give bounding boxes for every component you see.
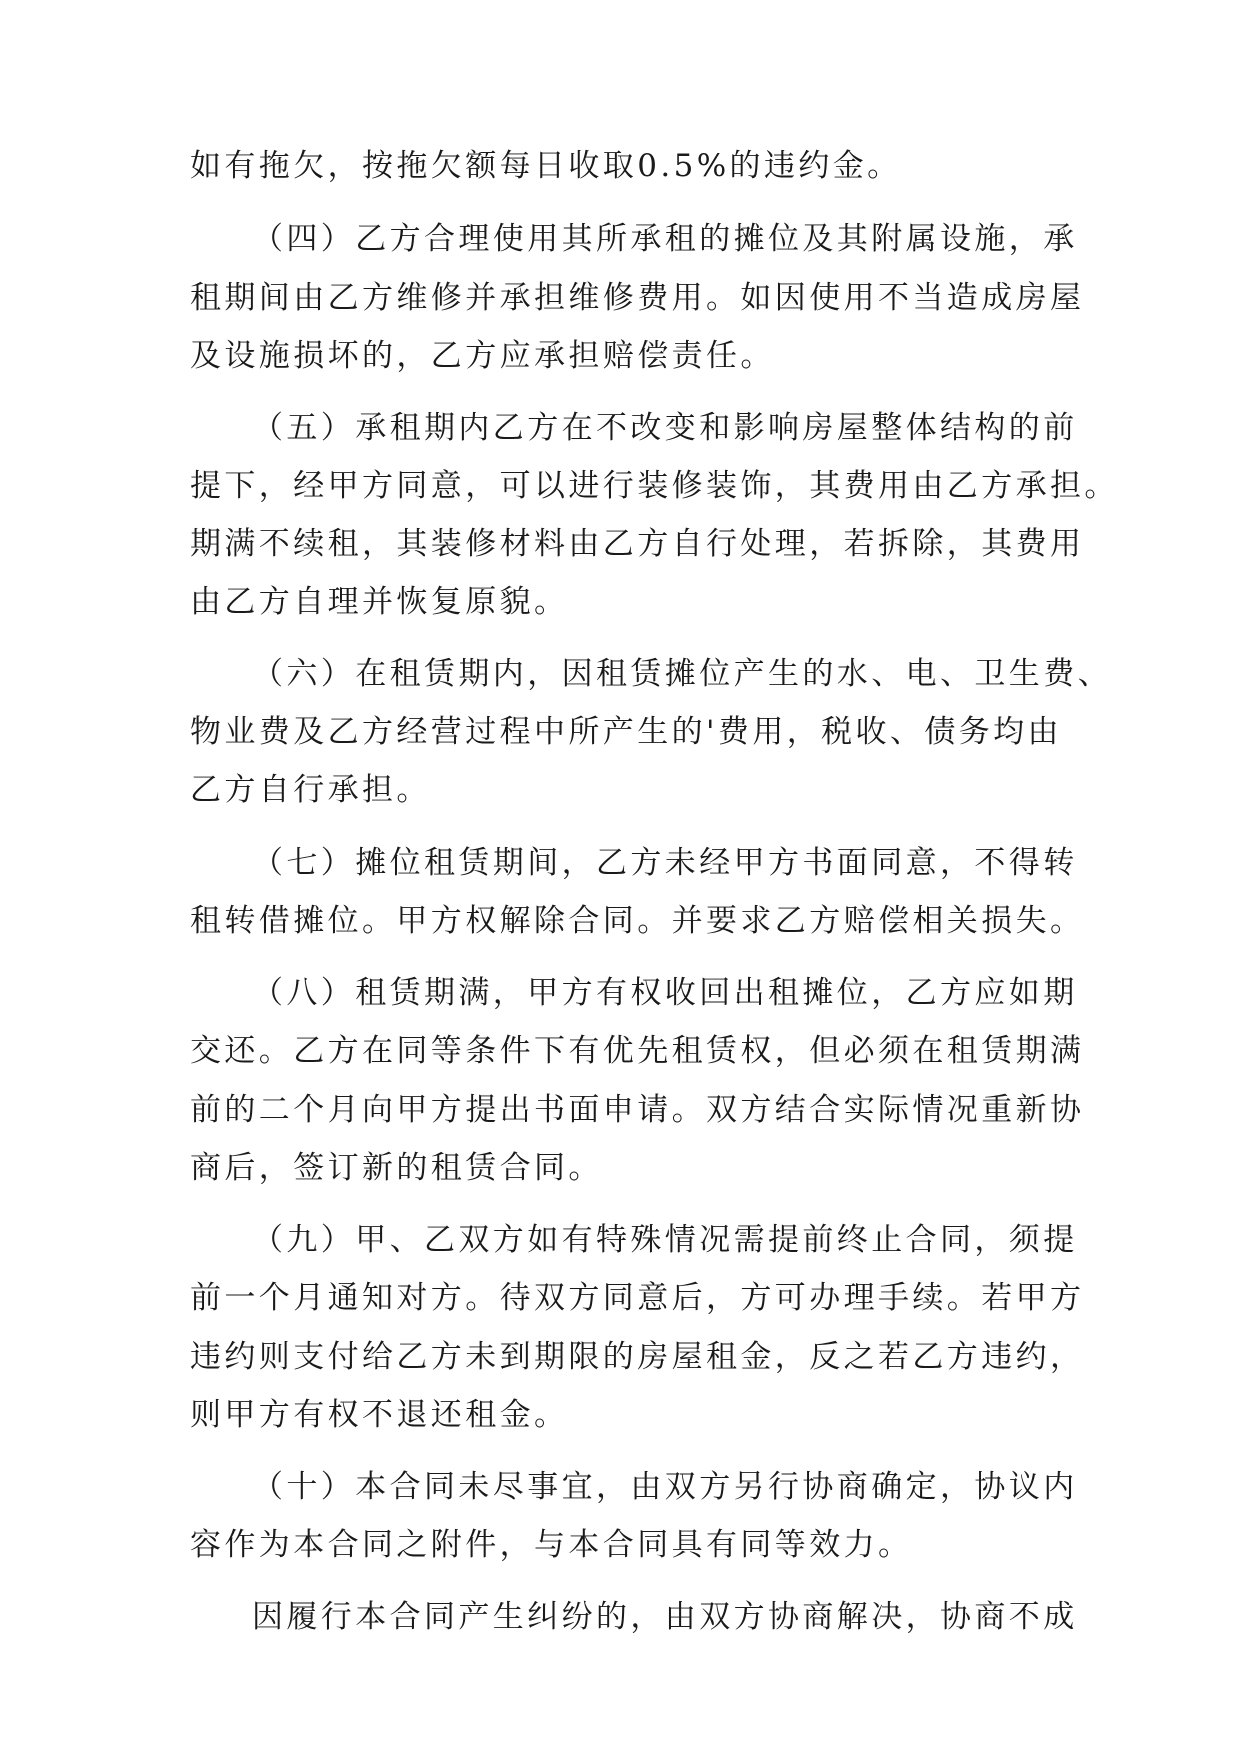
- clause-6-line: 物业费及乙方经营过程中所产生的'费用，税收、债务均由: [190, 714, 1062, 750]
- clause-10-line: （十）本合同未尽事宜，由双方另行协商确定，协议内: [252, 1469, 1078, 1505]
- clause-10-line: 容作为本合同之附件，与本合同具有同等效力。: [190, 1527, 913, 1563]
- paragraph-line: 如有拖欠，按拖欠额每日收取0.5%的违约金。: [190, 148, 902, 184]
- clause-6-line: 乙方自行承担。: [190, 772, 431, 808]
- clause-5-line: （五）承租期内乙方在不改变和影响房屋整体结构的前: [252, 410, 1078, 446]
- clause-4-line: （四）乙方合理使用其所承租的摊位及其附属设施，承: [252, 221, 1078, 257]
- clause-8-line: （八）租赁期满，甲方有权收回出租摊位，乙方应如期: [252, 975, 1078, 1011]
- clause-4-line: 租期间由乙方维修并承担维修费用。如因使用不当造成房屋: [190, 280, 1085, 316]
- clause-5-line: 期满不续租，其装修材料由乙方自行处理，若拆除，其费用: [190, 526, 1085, 562]
- clause-5-line: 提下，经甲方同意，可以进行装修装饰，其费用由乙方承担。: [190, 468, 1119, 504]
- clause-8-line: 商后，签订新的租赁合同。: [190, 1150, 603, 1186]
- clause-8-line: 交还。乙方在同等条件下有优先租赁权，但必须在租赁期满: [190, 1033, 1085, 1069]
- clause-7-line: 租转借摊位。甲方权解除合同。并要求乙方赔偿相关损失。: [190, 903, 1085, 939]
- clause-4-line: 及设施损坏的，乙方应承担赔偿责任。: [190, 338, 775, 374]
- clause-9-line: 则甲方有权不退还租金。: [190, 1397, 569, 1433]
- clause-6-line: （六）在租赁期内，因租赁摊位产生的水、电、卫生费、: [252, 656, 1112, 692]
- clause-5-line: 由乙方自理并恢复原貌。: [190, 584, 569, 620]
- clause-9-line: （九）甲、乙双方如有特殊情况需提前终止合同，须提: [252, 1222, 1078, 1258]
- clause-8-line: 前的二个月向甲方提出书面申请。双方结合实际情况重新协: [190, 1092, 1085, 1128]
- dispute-paragraph-line: 因履行本合同产生纠纷的，由双方协商解决，协商不成: [252, 1599, 1078, 1635]
- clause-7-line: （七）摊位租赁期间，乙方未经甲方书面同意，不得转: [252, 845, 1078, 881]
- clause-9-line: 前一个月通知对方。待双方同意后，方可办理手续。若甲方: [190, 1280, 1085, 1316]
- clause-9-line: 违约则支付给乙方未到期限的房屋租金，反之若乙方违约，: [190, 1339, 1085, 1375]
